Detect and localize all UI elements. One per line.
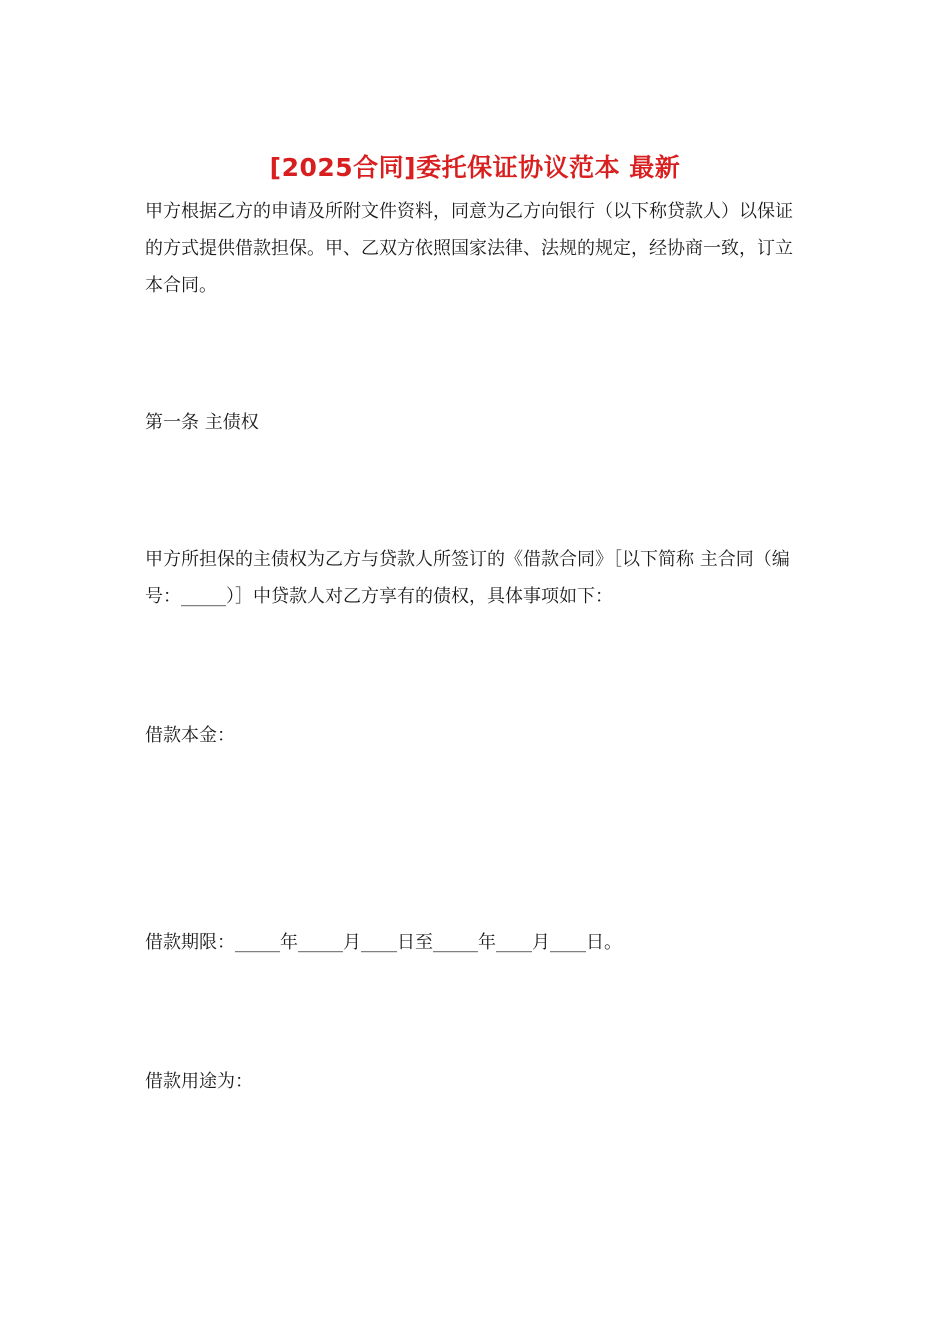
loan-principal-line: 借款本金： bbox=[145, 725, 235, 746]
loan-term-line: 借款期限：_____年_____月____日至_____年____月____日。 bbox=[145, 932, 622, 953]
document-title: [2025合同]委托保证协议范本 最新 bbox=[269, 153, 681, 182]
intro-paragraph: 甲方根据乙方的申请及所附文件资料，同意为乙方向银行（以下称贷款人）以保证的方式提供借款担保。甲、乙双方依照国家法律、法规的规定，经协商一致，订立本合同。 bbox=[145, 201, 793, 296]
article-1-heading: 第一条 主债权 bbox=[145, 412, 259, 433]
main-claim-paragraph: 甲方所担保的主债权为乙方与贷款人所签订的《借款合同》［以下简称 主合同（编号：_____）］中贷款人对乙方享有的债权，具体事项如下： bbox=[145, 549, 790, 607]
loan-purpose-line: 借款用途为： bbox=[145, 1071, 253, 1092]
